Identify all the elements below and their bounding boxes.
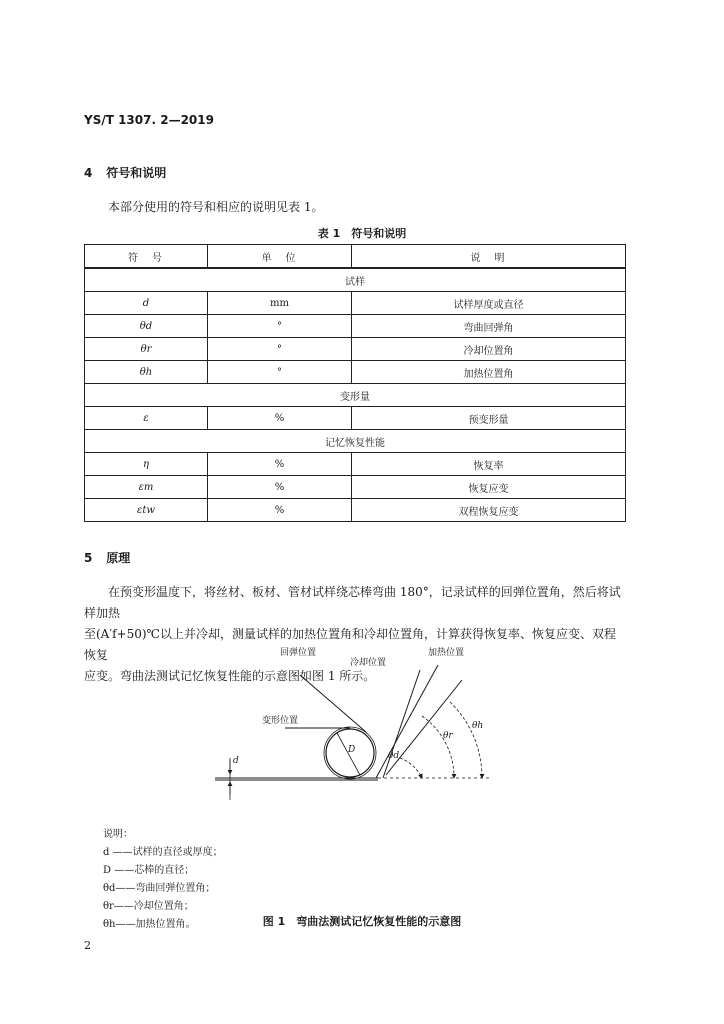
symbol-cell: θr <box>85 338 208 361</box>
section-4-heading <box>84 164 166 181</box>
description-cell: 预变形量 <box>352 407 626 430</box>
group-label: 试样 <box>85 268 626 292</box>
springback-line <box>300 675 366 732</box>
description-cell: 冷却位置角 <box>352 338 626 361</box>
paragraph-line: 在预变形温度下，将丝材、板材、管材试样绕芯棒弯曲 180°，记录试样的回弹位置角，然后将试样加热 <box>84 585 621 620</box>
unit-cell: % <box>208 499 352 522</box>
section-number: 5 <box>84 551 93 565</box>
label-theta-r: θr <box>443 731 453 741</box>
theta-r-arc <box>422 716 454 778</box>
table-row <box>85 292 626 315</box>
description-cell: 恢复率 <box>352 453 626 476</box>
table-row <box>85 407 626 430</box>
table-header-row <box>85 245 626 269</box>
table-row <box>85 453 626 476</box>
unit-cell: % <box>208 453 352 476</box>
bending-method-diagram <box>200 640 500 805</box>
group-label: 变形量 <box>85 384 626 407</box>
legend-item: θr——冷却位置角； <box>103 901 194 912</box>
symbol-cell: θh <box>85 361 208 384</box>
header-description: 说 明 <box>352 245 626 269</box>
theta-d-arc <box>400 758 422 778</box>
label-heating: 加热位置 <box>428 648 465 658</box>
legend-item: D ——芯棒的直径； <box>103 865 195 876</box>
table-row <box>85 361 626 384</box>
paragraph-line: 应变。弯曲法测试记忆恢复性能的示意图如图 1 所示。 <box>84 669 376 683</box>
header-unit: 单 位 <box>208 245 352 269</box>
section-4-intro: 本部分使用的符号和相应的说明见表 1。 <box>108 200 324 214</box>
symbol-cell: d <box>85 292 208 315</box>
section-title: 原理 <box>106 551 131 565</box>
header-symbol: 符 号 <box>85 245 208 269</box>
unit-cell: ° <box>208 338 352 361</box>
paragraph-line: 至(A′f+50)℃以上并冷却，测量试样的加热位置角和冷却位置角，计算获得恢复率、恢复应变、双程恢复 <box>84 627 616 662</box>
label-springback: 回弹位置 <box>280 648 317 658</box>
group-label: 记忆恢复性能 <box>85 430 626 453</box>
cooling-position-line-inner <box>383 670 420 778</box>
table-row <box>85 338 626 361</box>
description-cell: 恢复应变 <box>352 476 626 499</box>
table-row <box>85 315 626 338</box>
unit-cell: ° <box>208 361 352 384</box>
section-5-heading <box>84 549 130 566</box>
figure-caption: 图 1 弯曲法测试记忆恢复性能的示意图 <box>262 915 462 928</box>
legend-item: θd——弯曲回弹位置角； <box>103 883 216 894</box>
table-caption: 表 1 符号和说明 <box>317 227 407 240</box>
page-number: 2 <box>84 939 91 952</box>
description-cell: 弯曲回弹角 <box>352 315 626 338</box>
label-cooling: 冷却位置 <box>350 658 387 668</box>
section-number: 4 <box>84 166 93 180</box>
unit-cell: % <box>208 476 352 499</box>
label-D: D <box>348 745 356 755</box>
section-title: 符号和说明 <box>106 166 167 180</box>
legend-title: 说明： <box>103 829 133 840</box>
label-theta-h: θh <box>472 721 484 731</box>
symbols-table <box>84 244 626 522</box>
symbol-cell: θd <box>85 315 208 338</box>
label-deform: 变形位置 <box>262 716 299 726</box>
legend-item: d ——试样的直径或厚度； <box>103 847 223 858</box>
unit-cell: mm <box>208 292 352 315</box>
description-cell: 加热位置角 <box>352 361 626 384</box>
unit-cell: % <box>208 407 352 430</box>
standard-code: YS/T 1307. 2—2019 <box>84 113 214 127</box>
label-d: d <box>233 756 239 766</box>
table-row <box>85 499 626 522</box>
description-cell: 试样厚度或直径 <box>352 292 626 315</box>
symbol-cell: ε <box>85 407 208 430</box>
table-row <box>85 476 626 499</box>
description-cell: 双程恢复应变 <box>352 499 626 522</box>
label-theta-d: θd <box>388 751 400 761</box>
symbol-cell: η <box>85 453 208 476</box>
symbol-cell: εtw <box>85 499 208 522</box>
symbol-cell: εm <box>85 476 208 499</box>
theta-h-arc <box>450 702 482 778</box>
unit-cell: ° <box>208 315 352 338</box>
legend-item: θh——加热位置角。 <box>103 919 196 930</box>
